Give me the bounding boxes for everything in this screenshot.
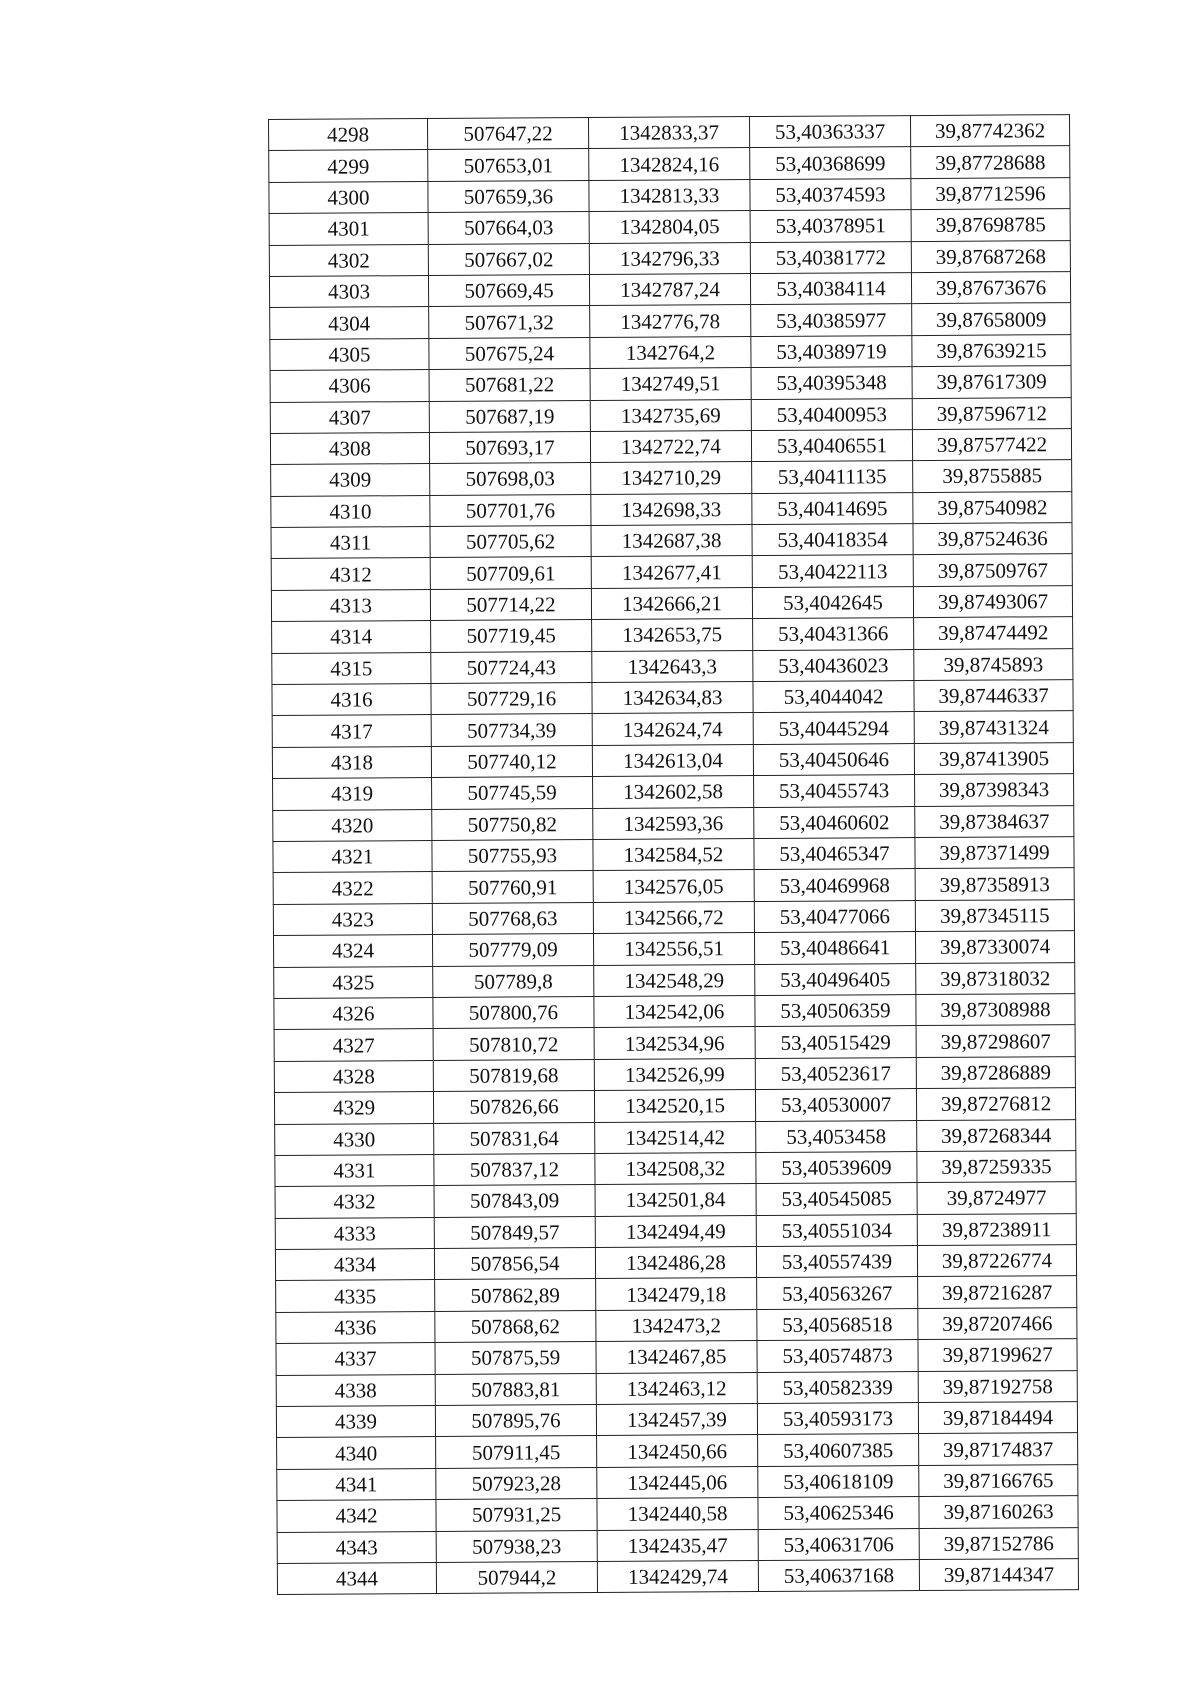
x-coordinate-cell: 507687,19 (429, 400, 590, 432)
longitude-cell: 39,87286889 (916, 1056, 1075, 1088)
y-coordinate-cell: 1342653,75 (592, 619, 753, 651)
x-coordinate-cell: 507868,62 (435, 1310, 596, 1342)
y-coordinate-cell: 1342473,2 (596, 1309, 757, 1341)
y-coordinate-cell: 1342624,74 (592, 713, 753, 745)
table-row (277, 1433, 1078, 1469)
table-row (276, 1339, 1077, 1375)
x-coordinate-cell: 507789,8 (433, 965, 594, 997)
point-number-cell: 4300 (269, 181, 428, 213)
point-number-cell: 4298 (269, 119, 428, 151)
x-coordinate-cell: 507653,01 (428, 149, 589, 181)
y-coordinate-cell: 1342796,33 (589, 242, 750, 274)
latitude-cell: 53,40637168 (758, 1560, 919, 1592)
table-row (272, 617, 1073, 653)
latitude-cell: 53,40385977 (751, 304, 912, 336)
point-number-cell: 4335 (276, 1280, 435, 1312)
longitude-cell: 39,87728688 (911, 146, 1070, 178)
latitude-cell: 53,40477066 (754, 900, 915, 932)
table-row (273, 837, 1074, 873)
table-row (272, 648, 1073, 684)
latitude-cell: 53,40455743 (754, 775, 915, 807)
point-number-cell: 4310 (271, 495, 430, 527)
point-number-cell: 4317 (272, 715, 431, 747)
latitude-cell: 53,40523617 (755, 1057, 916, 1089)
x-coordinate-cell: 507944,2 (436, 1561, 597, 1593)
latitude-cell: 53,40530007 (755, 1089, 916, 1121)
longitude-cell: 39,87174837 (919, 1433, 1078, 1465)
longitude-cell: 39,87298607 (916, 1025, 1075, 1057)
longitude-cell: 39,87207466 (918, 1307, 1077, 1339)
longitude-cell: 39,87687268 (911, 240, 1070, 272)
point-number-cell: 4327 (274, 1029, 433, 1061)
y-coordinate-cell: 1342813,33 (589, 179, 750, 211)
point-number-cell: 4330 (275, 1123, 434, 1155)
latitude-cell: 53,40436023 (753, 649, 914, 681)
x-coordinate-cell: 507750,82 (432, 808, 593, 840)
latitude-cell: 53,40368699 (750, 147, 911, 179)
latitude-cell: 53,40574873 (757, 1340, 918, 1372)
table-row (270, 334, 1071, 370)
y-coordinate-cell: 1342534,96 (594, 1027, 755, 1059)
latitude-cell: 53,40381772 (750, 241, 911, 273)
point-number-cell: 4324 (273, 935, 432, 967)
x-coordinate-cell: 507745,59 (432, 777, 593, 809)
latitude-cell: 53,40625346 (758, 1497, 919, 1529)
x-coordinate-cell: 507810,72 (433, 1028, 594, 1060)
longitude-cell: 39,87276812 (916, 1088, 1075, 1120)
y-coordinate-cell: 1342429,74 (597, 1561, 758, 1593)
point-number-cell: 4342 (277, 1500, 436, 1532)
point-number-cell: 4313 (271, 589, 430, 621)
longitude-cell: 39,87152786 (919, 1527, 1078, 1559)
table-row (276, 1276, 1077, 1312)
point-number-cell: 4322 (273, 872, 432, 904)
point-number-cell: 4320 (273, 809, 432, 841)
x-coordinate-cell: 507681,22 (429, 369, 590, 401)
latitude-cell: 53,40568518 (757, 1308, 918, 1340)
longitude-cell: 39,87238911 (917, 1213, 1076, 1245)
longitude-cell: 39,87639215 (912, 334, 1071, 366)
y-coordinate-cell: 1342787,24 (589, 274, 750, 306)
table-row (273, 868, 1074, 904)
y-coordinate-cell: 1342566,72 (593, 901, 754, 933)
y-coordinate-cell: 1342542,06 (594, 995, 755, 1027)
x-coordinate-cell: 507779,09 (432, 934, 593, 966)
point-number-cell: 4316 (272, 684, 431, 716)
y-coordinate-cell: 1342710,29 (591, 462, 752, 494)
longitude-cell: 39,87596712 (912, 397, 1071, 429)
x-coordinate-cell: 507931,25 (436, 1499, 597, 1531)
longitude-cell: 39,87308988 (916, 994, 1075, 1026)
y-coordinate-cell: 1342440,58 (597, 1498, 758, 1530)
table-row (274, 962, 1075, 998)
x-coordinate-cell: 507862,89 (435, 1279, 596, 1311)
x-coordinate-cell: 507938,23 (436, 1530, 597, 1562)
table-row (272, 742, 1073, 778)
y-coordinate-cell: 1342520,15 (594, 1090, 755, 1122)
point-number-cell: 4333 (275, 1217, 434, 1249)
latitude-cell: 53,40431366 (753, 618, 914, 650)
latitude-cell: 53,40445294 (753, 712, 914, 744)
point-number-cell: 4341 (277, 1468, 436, 1500)
latitude-cell: 53,4044042 (753, 681, 914, 713)
y-coordinate-cell: 1342556,51 (593, 933, 754, 965)
longitude-cell: 39,87259335 (917, 1150, 1076, 1182)
table-row (275, 1150, 1076, 1186)
latitude-cell: 53,40631706 (758, 1528, 919, 1560)
x-coordinate-cell: 507843,09 (434, 1185, 595, 1217)
y-coordinate-cell: 1342479,18 (596, 1278, 757, 1310)
longitude-cell: 39,87358913 (915, 868, 1074, 900)
y-coordinate-cell: 1342764,2 (590, 336, 751, 368)
point-number-cell: 4340 (277, 1437, 436, 1469)
x-coordinate-cell: 507734,39 (431, 714, 592, 746)
longitude-cell: 39,87474492 (914, 617, 1073, 649)
latitude-cell: 53,40607385 (758, 1434, 919, 1466)
y-coordinate-cell: 1342824,16 (589, 148, 750, 180)
latitude-cell: 53,40414695 (752, 492, 913, 524)
latitude-cell: 53,40515429 (755, 1026, 916, 1058)
latitude-cell: 53,40411135 (752, 461, 913, 493)
y-coordinate-cell: 1342687,38 (591, 525, 752, 557)
longitude-cell: 39,87398343 (915, 774, 1074, 806)
latitude-cell: 53,40545085 (756, 1183, 917, 1215)
table-row (277, 1559, 1078, 1595)
table-row (269, 146, 1070, 182)
point-number-cell: 4311 (271, 527, 430, 559)
x-coordinate-cell: 507826,66 (433, 1091, 594, 1123)
point-number-cell: 4337 (276, 1343, 435, 1375)
table-row (274, 1025, 1075, 1061)
longitude-cell: 39,87698785 (911, 209, 1070, 241)
y-coordinate-cell: 1342457,39 (596, 1404, 757, 1436)
point-number-cell: 4326 (274, 997, 433, 1029)
latitude-cell: 53,40389719 (751, 335, 912, 367)
latitude-cell: 53,40465347 (754, 838, 915, 870)
x-coordinate-cell: 507837,12 (434, 1153, 595, 1185)
x-coordinate-cell: 507911,45 (436, 1436, 597, 1468)
latitude-cell: 53,40618109 (758, 1465, 919, 1497)
y-coordinate-cell: 1342634,83 (592, 682, 753, 714)
point-number-cell: 4312 (271, 558, 430, 590)
table-row (269, 177, 1070, 213)
point-number-cell: 4299 (269, 150, 428, 182)
table-row (277, 1464, 1078, 1500)
x-coordinate-cell: 507671,32 (429, 306, 590, 338)
table-row (270, 397, 1071, 433)
latitude-cell: 53,40400953 (751, 398, 912, 430)
x-coordinate-cell: 507729,16 (431, 683, 592, 715)
longitude-cell: 39,87199627 (918, 1339, 1077, 1371)
y-coordinate-cell: 1342833,37 (588, 117, 749, 149)
table-row (273, 774, 1074, 810)
y-coordinate-cell: 1342643,3 (592, 650, 753, 682)
x-coordinate-cell: 507849,57 (434, 1216, 595, 1248)
point-number-cell: 4329 (274, 1092, 433, 1124)
x-coordinate-cell: 507709,61 (430, 557, 591, 589)
point-number-cell: 4325 (274, 966, 433, 998)
x-coordinate-cell: 507768,63 (432, 902, 593, 934)
y-coordinate-cell: 1342514,42 (595, 1121, 756, 1153)
longitude-cell: 39,87192758 (918, 1370, 1077, 1402)
point-number-cell: 4321 (273, 840, 432, 872)
table-row (269, 240, 1070, 276)
y-coordinate-cell: 1342677,41 (591, 556, 752, 588)
y-coordinate-cell: 1342494,49 (595, 1215, 756, 1247)
x-coordinate-cell: 507883,81 (435, 1373, 596, 1405)
table-row (270, 429, 1071, 465)
longitude-cell: 39,87493067 (913, 585, 1072, 617)
point-number-cell: 4314 (272, 621, 431, 653)
longitude-cell: 39,8755885 (913, 460, 1072, 492)
table-row (271, 523, 1072, 559)
longitude-cell: 39,87226774 (917, 1245, 1076, 1277)
longitude-cell: 39,87712596 (911, 177, 1070, 209)
latitude-cell: 53,40418354 (752, 524, 913, 556)
y-coordinate-cell: 1342463,12 (596, 1372, 757, 1404)
y-coordinate-cell: 1342593,36 (593, 807, 754, 839)
x-coordinate-cell: 507800,76 (433, 996, 594, 1028)
longitude-cell: 39,87431324 (914, 711, 1073, 743)
longitude-cell: 39,87617309 (912, 366, 1071, 398)
point-number-cell: 4307 (270, 401, 429, 433)
longitude-cell: 39,87160263 (919, 1496, 1078, 1528)
table-row (270, 366, 1071, 402)
x-coordinate-cell: 507693,17 (429, 431, 590, 463)
longitude-cell: 39,8745893 (914, 648, 1073, 680)
longitude-cell: 39,8724977 (917, 1182, 1076, 1214)
x-coordinate-cell: 507659,36 (428, 180, 589, 212)
latitude-cell: 53,40460602 (754, 806, 915, 838)
x-coordinate-cell: 507831,64 (434, 1122, 595, 1154)
point-number-cell: 4323 (273, 903, 432, 935)
x-coordinate-cell: 507675,24 (429, 337, 590, 369)
table-row (276, 1402, 1077, 1438)
longitude-cell: 39,87658009 (912, 303, 1071, 335)
longitude-cell: 39,87540982 (913, 491, 1072, 523)
latitude-cell: 53,40486641 (754, 932, 915, 964)
y-coordinate-cell: 1342613,04 (592, 744, 753, 776)
point-number-cell: 4303 (269, 275, 428, 307)
latitude-cell: 53,40539609 (756, 1151, 917, 1183)
y-coordinate-cell: 1342435,47 (597, 1529, 758, 1561)
latitude-cell: 53,40496405 (755, 963, 916, 995)
table-row (272, 680, 1073, 716)
x-coordinate-cell: 507724,43 (431, 651, 592, 683)
longitude-cell: 39,87216287 (918, 1276, 1077, 1308)
latitude-cell: 53,40374593 (750, 178, 911, 210)
latitude-cell: 53,40506359 (755, 994, 916, 1026)
x-coordinate-cell: 507669,45 (428, 274, 589, 306)
longitude-cell: 39,87446337 (914, 680, 1073, 712)
point-number-cell: 4302 (269, 244, 428, 276)
latitude-cell: 53,40406551 (751, 429, 912, 461)
y-coordinate-cell: 1342576,05 (593, 870, 754, 902)
x-coordinate-cell: 507705,62 (430, 526, 591, 558)
table-row (273, 899, 1074, 935)
point-number-cell: 4308 (270, 432, 429, 464)
longitude-cell: 39,87371499 (915, 837, 1074, 869)
longitude-cell: 39,87268344 (917, 1119, 1076, 1151)
point-number-cell: 4309 (271, 464, 430, 496)
longitude-cell: 39,87184494 (918, 1402, 1077, 1434)
longitude-cell: 39,87345115 (915, 899, 1074, 931)
y-coordinate-cell: 1342548,29 (594, 964, 755, 996)
point-number-cell: 4332 (275, 1186, 434, 1218)
x-coordinate-cell: 507856,54 (434, 1248, 595, 1280)
table-row (274, 1088, 1075, 1124)
table-row (275, 1213, 1076, 1249)
x-coordinate-cell: 507647,22 (428, 118, 589, 150)
y-coordinate-cell: 1342666,21 (591, 587, 752, 619)
latitude-cell: 53,40395348 (751, 367, 912, 399)
latitude-cell: 53,40563267 (757, 1277, 918, 1309)
point-number-cell: 4336 (276, 1311, 435, 1343)
table-row (273, 931, 1074, 967)
point-number-cell: 4343 (277, 1531, 436, 1563)
y-coordinate-cell: 1342749,51 (590, 368, 751, 400)
x-coordinate-cell: 507667,02 (428, 243, 589, 275)
table-row (269, 209, 1070, 245)
longitude-cell: 39,87524636 (913, 523, 1072, 555)
point-number-cell: 4334 (275, 1249, 434, 1281)
longitude-cell: 39,87509767 (913, 554, 1072, 586)
table-row (273, 805, 1074, 841)
table-row (269, 115, 1070, 151)
x-coordinate-cell: 507760,91 (432, 871, 593, 903)
table-row (271, 554, 1072, 590)
longitude-cell: 39,87742362 (910, 115, 1069, 147)
y-coordinate-cell: 1342602,58 (593, 776, 754, 808)
point-number-cell: 4304 (270, 307, 429, 339)
point-number-cell: 4318 (272, 746, 431, 778)
latitude-cell: 53,40378951 (750, 210, 911, 242)
y-coordinate-cell: 1342584,52 (593, 839, 754, 871)
table-row (270, 303, 1071, 339)
table-row (274, 1056, 1075, 1092)
longitude-cell: 39,87673676 (911, 272, 1070, 304)
point-number-cell: 4344 (277, 1562, 436, 1594)
table-row (275, 1119, 1076, 1155)
longitude-cell: 39,87330074 (915, 931, 1074, 963)
y-coordinate-cell: 1342486,28 (595, 1247, 756, 1279)
coordinates-table-body (269, 115, 1079, 1595)
latitude-cell: 53,40582339 (757, 1371, 918, 1403)
x-coordinate-cell: 507875,59 (435, 1342, 596, 1374)
longitude-cell: 39,87318032 (916, 962, 1075, 994)
x-coordinate-cell: 507701,76 (430, 494, 591, 526)
y-coordinate-cell: 1342776,78 (590, 305, 751, 337)
table-row (274, 994, 1075, 1030)
x-coordinate-cell: 507714,22 (430, 588, 591, 620)
latitude-cell: 53,40363337 (749, 116, 910, 148)
y-coordinate-cell: 1342698,33 (591, 493, 752, 525)
y-coordinate-cell: 1342526,99 (594, 1058, 755, 1090)
table-row (275, 1245, 1076, 1281)
table-row (271, 585, 1072, 621)
latitude-cell: 53,40469968 (754, 869, 915, 901)
longitude-cell: 39,87577422 (912, 429, 1071, 461)
table-row (276, 1370, 1077, 1406)
latitude-cell: 53,4042645 (752, 586, 913, 618)
latitude-cell: 53,40557439 (756, 1246, 917, 1278)
y-coordinate-cell: 1342467,85 (596, 1341, 757, 1373)
x-coordinate-cell: 507923,28 (436, 1467, 597, 1499)
point-number-cell: 4338 (276, 1374, 435, 1406)
point-number-cell: 4331 (275, 1154, 434, 1186)
point-number-cell: 4315 (272, 652, 431, 684)
y-coordinate-cell: 1342508,32 (595, 1152, 756, 1184)
point-number-cell: 4306 (270, 370, 429, 402)
latitude-cell: 53,40551034 (756, 1214, 917, 1246)
longitude-cell: 39,87384637 (915, 805, 1074, 837)
y-coordinate-cell: 1342722,74 (590, 430, 751, 462)
y-coordinate-cell: 1342450,66 (597, 1435, 758, 1467)
x-coordinate-cell: 507895,76 (435, 1405, 596, 1437)
y-coordinate-cell: 1342735,69 (590, 399, 751, 431)
y-coordinate-cell: 1342445,06 (597, 1466, 758, 1498)
x-coordinate-cell: 507698,03 (430, 463, 591, 495)
x-coordinate-cell: 507740,12 (431, 745, 592, 777)
x-coordinate-cell: 507664,03 (428, 212, 589, 244)
table-row (277, 1527, 1078, 1563)
latitude-cell: 53,40422113 (752, 555, 913, 587)
point-number-cell: 4339 (276, 1406, 435, 1438)
y-coordinate-cell: 1342501,84 (595, 1184, 756, 1216)
longitude-cell: 39,87166765 (919, 1464, 1078, 1496)
table-row (276, 1307, 1077, 1343)
table-row (277, 1496, 1078, 1532)
table-row (269, 272, 1070, 308)
y-coordinate-cell: 1342804,05 (589, 211, 750, 243)
latitude-cell: 53,4053458 (756, 1120, 917, 1152)
table-row (272, 711, 1073, 747)
x-coordinate-cell: 507755,93 (432, 840, 593, 872)
table-row (275, 1182, 1076, 1218)
x-coordinate-cell: 507819,68 (433, 1059, 594, 1091)
latitude-cell: 53,40593173 (757, 1403, 918, 1435)
latitude-cell: 53,40384114 (750, 273, 911, 305)
point-number-cell: 4328 (274, 1060, 433, 1092)
point-number-cell: 4301 (269, 213, 428, 245)
table-row (271, 491, 1072, 527)
longitude-cell: 39,87144347 (919, 1559, 1078, 1591)
coordinates-table (268, 114, 1079, 1595)
table-row (271, 460, 1072, 496)
point-number-cell: 4319 (273, 778, 432, 810)
longitude-cell: 39,87413905 (914, 742, 1073, 774)
x-coordinate-cell: 507719,45 (431, 620, 592, 652)
point-number-cell: 4305 (270, 338, 429, 370)
latitude-cell: 53,40450646 (753, 743, 914, 775)
